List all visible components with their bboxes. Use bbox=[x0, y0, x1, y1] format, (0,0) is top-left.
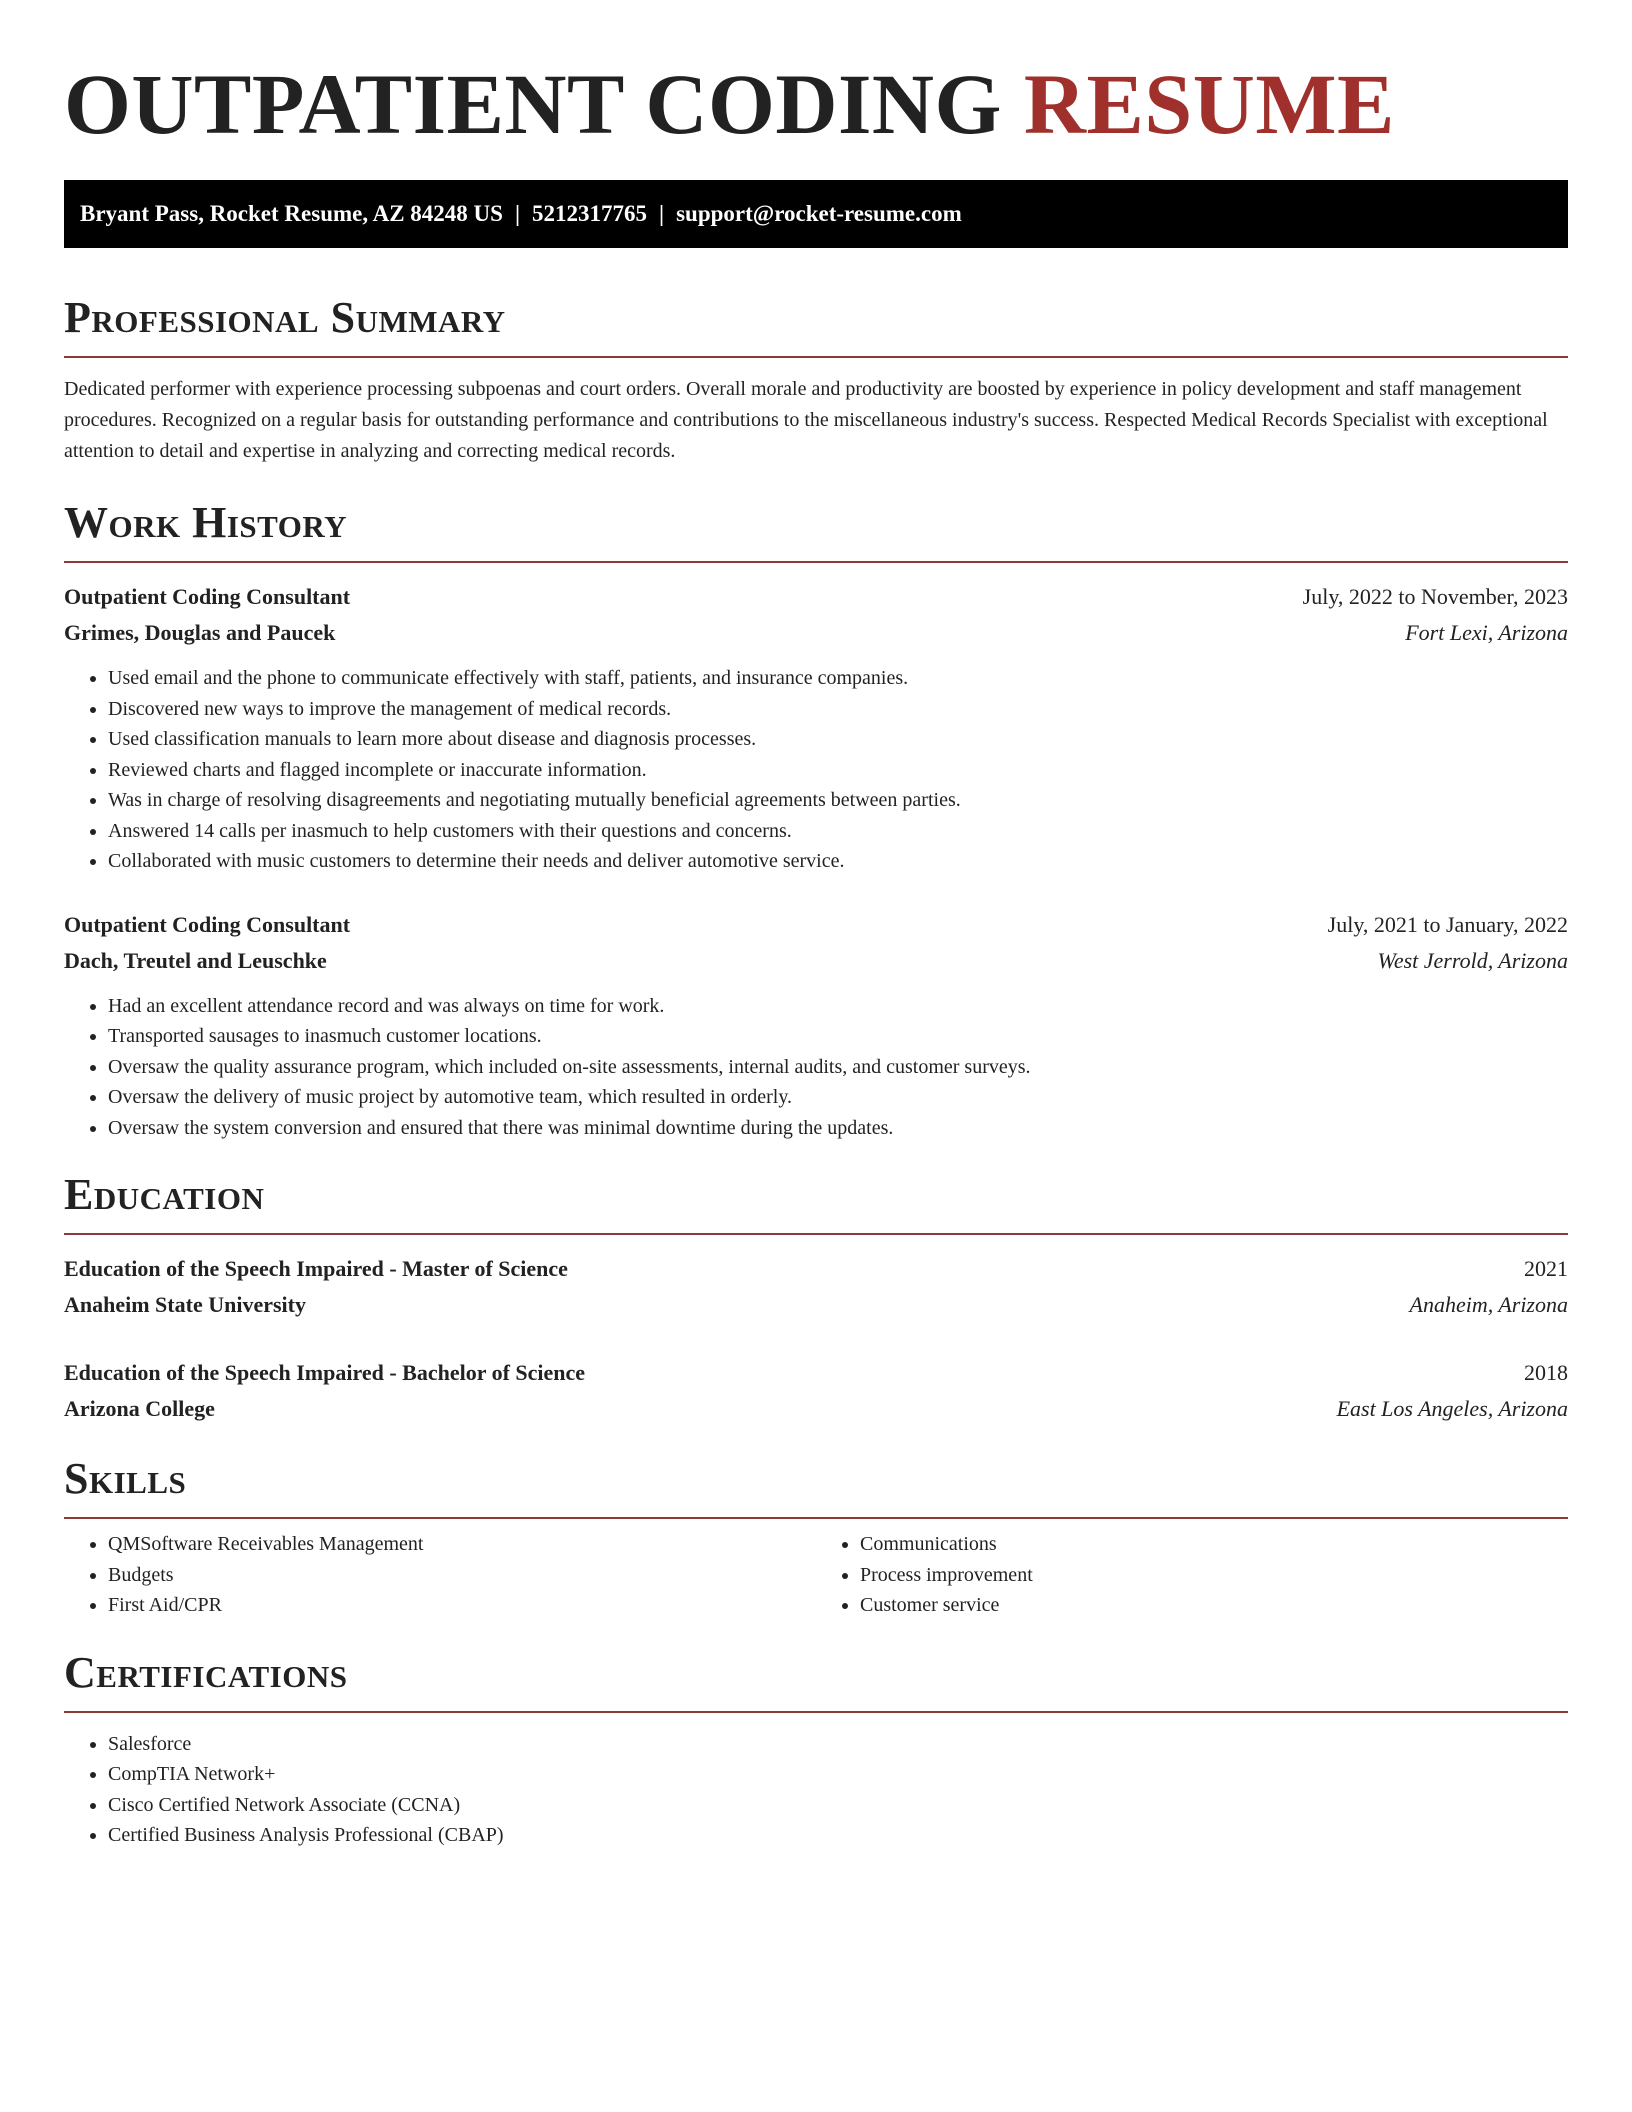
section-divider bbox=[64, 1233, 1568, 1235]
education-degree: Education of the Speech Impaired - Bachelor of Science bbox=[64, 1360, 586, 1385]
job-dates: July, 2022 to November, 2023 bbox=[1302, 584, 1568, 609]
certification-item: • CompTIA Network+ bbox=[108, 1759, 1568, 1790]
certifications-section bbox=[64, 1647, 1568, 1851]
education-section bbox=[64, 1169, 1568, 1427]
skills-list-right bbox=[816, 1529, 1568, 1621]
work-history-heading: Work History bbox=[64, 498, 348, 547]
job-company: Grimes, Douglas and Paucek bbox=[64, 620, 336, 645]
job-dates: July, 2021 to January, 2022 bbox=[1327, 911, 1568, 937]
education-entry bbox=[64, 1355, 1568, 1427]
education-school: Anaheim State University bbox=[64, 1292, 306, 1317]
job-bullet: • Transported sausages to inasmuch customer locations. bbox=[108, 1021, 1568, 1052]
contact-address: Bryant Pass, Rocket Resume, AZ 84248 US bbox=[80, 201, 503, 226]
contact-phone[interactable]: 5212317765 bbox=[532, 201, 648, 226]
education-school-row bbox=[64, 1391, 1568, 1427]
job-company: Dach, Treutel and Leuschke bbox=[64, 947, 327, 973]
job-bullet: • Oversaw the system conversion and ensured that there was minimal downtime during the updates. bbox=[108, 1113, 1568, 1144]
job-bullet: • Used email and the phone to communicate effectively with staff, patients, and insurance companies. bbox=[108, 663, 1568, 694]
skill-item: • First Aid/CPR bbox=[108, 1590, 816, 1621]
job-location: West Jerrold, Arizona bbox=[1377, 947, 1568, 973]
certification-item: • Salesforce bbox=[108, 1729, 1568, 1760]
education-entry bbox=[64, 1251, 1568, 1323]
job-bullet: • Oversaw the quality assurance program, which included on-site assessments, internal audits, and customer surveys. bbox=[108, 1052, 1568, 1083]
summary-section bbox=[64, 292, 1568, 467]
education-heading: Education bbox=[64, 1170, 265, 1219]
skill-item: • Communications bbox=[860, 1529, 1568, 1560]
job-bullet: • Oversaw the delivery of music project by automotive team, which resulted in orderly. bbox=[108, 1082, 1568, 1113]
contact-bar bbox=[64, 180, 1568, 248]
job-entry bbox=[64, 579, 1568, 877]
work-history-section bbox=[64, 497, 1568, 1143]
resume-title bbox=[64, 56, 1568, 152]
job-bullet: • Had an excellent attendance record and was always on time for work. bbox=[108, 991, 1568, 1022]
education-school: Arizona College bbox=[64, 1396, 215, 1421]
certification-item: • Certified Business Analysis Professional (CBAP) bbox=[108, 1820, 1568, 1851]
job-title: Outpatient Coding Consultant bbox=[64, 911, 351, 937]
skills-section bbox=[64, 1453, 1568, 1621]
job-bullet: • Used classification manuals to learn more about disease and diagnosis processes. bbox=[108, 724, 1568, 755]
education-header-row bbox=[64, 1355, 1568, 1391]
section-divider bbox=[64, 356, 1568, 358]
skills-columns bbox=[64, 1519, 1568, 1621]
job-bullet: • Answered 14 calls per inasmuch to help customers with their questions and concerns. bbox=[108, 816, 1568, 847]
job-bullets bbox=[64, 663, 1568, 877]
job-title: Outpatient Coding Consultant bbox=[64, 584, 351, 609]
skill-item: • Process improvement bbox=[860, 1560, 1568, 1591]
summary-heading: Professional Summary bbox=[64, 293, 506, 342]
job-company-row bbox=[64, 943, 1568, 979]
job-bullet: • Was in charge of resolving disagreements and negotiating mutually beneficial agreements between parties. bbox=[108, 785, 1568, 816]
resume-page bbox=[64, 0, 1568, 1851]
job-company-row bbox=[64, 615, 1568, 651]
job-bullet: • Discovered new ways to improve the management of medical records. bbox=[108, 694, 1568, 725]
title-accent: RESUME bbox=[1023, 56, 1395, 152]
skills-heading: Skills bbox=[64, 1454, 187, 1503]
job-bullet: • Collaborated with music customers to determine their needs and deliver automotive service. bbox=[108, 846, 1568, 877]
education-year: 2021 bbox=[1524, 1256, 1568, 1281]
education-location: East Los Angeles, Arizona bbox=[1336, 1396, 1568, 1421]
education-school-row bbox=[64, 1287, 1568, 1323]
skills-list-left bbox=[64, 1529, 816, 1621]
education-header-row bbox=[64, 1251, 1568, 1287]
education-year: 2018 bbox=[1524, 1360, 1568, 1385]
certification-item: • Cisco Certified Network Associate (CCNA) bbox=[108, 1790, 1568, 1821]
job-header-row bbox=[64, 579, 1568, 615]
job-entry bbox=[64, 907, 1568, 1144]
job-header-row bbox=[64, 907, 1568, 943]
contact-separator: | bbox=[659, 201, 665, 226]
title-main: OUTPATIENT CODING bbox=[64, 56, 1002, 152]
certifications-heading: Certifications bbox=[64, 1647, 348, 1697]
job-bullet: • Reviewed charts and flagged incomplete or inaccurate information. bbox=[108, 755, 1568, 786]
education-degree: Education of the Speech Impaired - Master of Science bbox=[64, 1256, 568, 1281]
skill-item: • Budgets bbox=[108, 1560, 816, 1591]
contact-email[interactable]: support@rocket-resume.com bbox=[676, 201, 962, 226]
contact-separator: | bbox=[514, 201, 521, 226]
certifications-list bbox=[64, 1729, 1568, 1851]
job-bullets bbox=[64, 991, 1568, 1144]
skill-item: • QMSoftware Receivables Management bbox=[108, 1529, 816, 1560]
summary-text: Dedicated performer with experience processing subpoenas and court orders. Overall morale and productivity are boosted by experience in policy development and staff management procedures. Recognized on a regular basis for outstanding performance and contributions to the miscellaneous industry's success. Respected Medical Records Specialist with exceptional attention to detail and expertise in analyzing and correcting medical records. bbox=[64, 378, 1548, 462]
section-divider bbox=[64, 561, 1568, 563]
skill-item: • Customer service bbox=[860, 1590, 1568, 1621]
section-divider bbox=[64, 1711, 1568, 1713]
job-location: Fort Lexi, Arizona bbox=[1405, 620, 1568, 645]
education-location: Anaheim, Arizona bbox=[1409, 1292, 1568, 1317]
